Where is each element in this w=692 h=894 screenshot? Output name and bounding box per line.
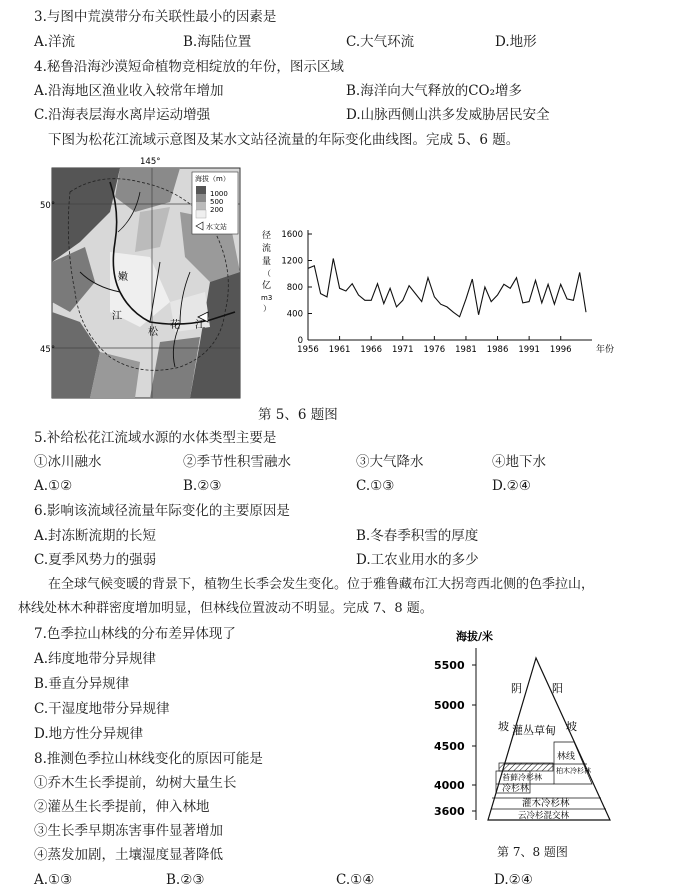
x-tick-label: 1996 <box>549 345 572 355</box>
q5-stem: 5.补给松花江流域水源的水体类型主要是 <box>34 430 277 446</box>
ylabel-char: m3 <box>261 294 273 302</box>
river-char-nen: 嫩 <box>118 272 128 283</box>
runoff-xlabel: 年份 <box>596 345 615 355</box>
river-char-jiang-2: 江 <box>195 320 205 331</box>
q7-stem: 7.色季拉山林线的分布差异体现了 <box>34 626 236 642</box>
q8-item-1: ①乔木生长季提前，幼树大量生长 <box>34 775 237 791</box>
q8-option-c: C.①④ <box>336 872 375 888</box>
songhua-basin-map <box>40 152 250 404</box>
tick-3600: 3600 <box>434 805 465 818</box>
tick-4000: 4000 <box>434 779 465 792</box>
sejila-mountain-diagram <box>430 628 630 826</box>
map-lat-bottom: 45° <box>40 345 56 355</box>
zone-juniper-fir: 柏木冷杉林 <box>556 767 591 775</box>
q5-item-4: ④地下水 <box>492 454 546 470</box>
q5-item-2: ②季节性积雪融水 <box>183 454 291 470</box>
map-lon-label: 145° <box>140 157 161 167</box>
q8-stem: 8.推测色季拉山林线变化的原因可能是 <box>34 751 263 767</box>
shady-char-1: 阴 <box>511 682 522 695</box>
map-legend <box>192 172 238 234</box>
q5-option-c: C.①③ <box>356 478 395 494</box>
river-char-hua: 花 <box>170 320 180 331</box>
q8-option-b: B.②③ <box>166 872 205 888</box>
q8-option-d: D.②④ <box>494 872 533 888</box>
sunny-char-2: 坡 <box>566 720 577 733</box>
zone-shrub-fir: 灌木冷杉林 <box>522 798 570 809</box>
q6-option-b: B.冬春季积雪的厚度 <box>356 528 479 544</box>
ylabel-char: 亿 <box>262 281 272 291</box>
tick-4500: 4500 <box>434 740 465 753</box>
q4-option-d: D.山脉西侧山洪多发威胁居民安全 <box>346 107 550 123</box>
q3-option-b: B.海陆位置 <box>183 34 252 50</box>
x-tick-label: 1986 <box>486 345 509 355</box>
y-tick-label: 400 <box>286 309 303 320</box>
q6-option-a: A.封冻断流期的长短 <box>34 528 157 544</box>
ylabel-char: 量 <box>262 257 272 267</box>
q3-option-c: C.大气环流 <box>346 34 415 50</box>
x-tick-label: 1981 <box>455 345 477 355</box>
river-char-jiang-1: 江 <box>112 311 122 322</box>
zone-mixed-forest: 云冷杉混交林 <box>518 811 570 821</box>
y-tick-label: 1600 <box>281 230 303 240</box>
map-lat-top: 50° <box>40 201 56 211</box>
legend-500: 500 <box>210 198 224 206</box>
q5-option-a: A.①② <box>34 478 73 494</box>
q6-option-c: C.夏季风势力的强弱 <box>34 552 157 568</box>
sunny-char-1: 阳 <box>552 682 563 695</box>
intro-7-8-line2: 林线处林木种群密度增加明显，但林线位置波动不明显。完成 7、8 题。 <box>18 601 433 616</box>
q8-option-a: A.①③ <box>34 872 73 888</box>
x-tick-label: 1966 <box>360 345 383 355</box>
q4-stem: 4.秘鲁沿海沙漠短命植物竞相绽放的年份，图示区域 <box>34 59 344 75</box>
q7-option-b: B.垂直分异规律 <box>34 676 130 692</box>
q5-item-1: ①冰川融水 <box>34 454 102 470</box>
zone-shrub-meadow: 灌丛草甸 <box>512 724 556 737</box>
intro-5-6: 下图为松花江流域示意图及某水文站径流量的年际变化曲线图。完成 5、6 题。 <box>48 132 520 148</box>
q6-option-d: D.工农业用水的多少 <box>356 552 479 568</box>
runoff-ylabel <box>261 229 272 313</box>
y-tick-label: 1200 <box>281 256 303 267</box>
q7-option-a: A.纬度地带分异规律 <box>34 651 157 667</box>
legend-title: 海拔（m） <box>195 175 230 183</box>
zone-moss-fir: 苔藓冷杉林 <box>502 773 542 782</box>
q8-item-2: ②灌丛生长季提前，伸入林地 <box>34 799 210 815</box>
q4-option-b: B.海洋向大气释放的CO₂增多 <box>346 83 523 99</box>
legend-station: 水文站 <box>206 223 227 231</box>
x-tick-label: 1971 <box>391 345 414 355</box>
y-tick-label: 800 <box>286 283 303 293</box>
x-tick-label: 1961 <box>328 345 351 355</box>
q6-stem: 6.影响该流域径流量年际变化的主要原因是 <box>34 503 290 519</box>
q4-option-c: C.沿海表层海水离岸运动增强 <box>34 107 211 123</box>
zone-fir-forest: 冷杉林 <box>502 784 530 794</box>
figure-caption-7-8: 第 7、8 题图 <box>497 845 568 859</box>
zone-treeline: 林线 <box>557 752 576 762</box>
ylabel-char: 径 <box>262 231 272 241</box>
x-tick-label: 1976 <box>423 345 446 355</box>
q3-stem: 3.与图中荒漠带分布关联性最小的因素是 <box>34 9 277 25</box>
legend-200: 200 <box>210 206 224 214</box>
ylabel-char: 流 <box>262 244 272 254</box>
tick-5500: 5500 <box>434 659 465 672</box>
intro-7-8-line1: 在全球气候变暖的背景下，植物生长季会发生变化。位于雅鲁藏布江大拐弯西北侧的色季拉山， <box>48 577 595 592</box>
ylabel-char: （ <box>263 269 271 278</box>
runoff-series-line <box>308 259 586 317</box>
q7-option-c: C.干湿度地带分异规律 <box>34 701 170 717</box>
q3-option-d: D.地形 <box>495 34 537 50</box>
q5-item-3: ③大气降水 <box>356 454 424 470</box>
runoff-chart <box>256 222 626 362</box>
q4-option-a: A.沿海地区渔业收入较常年增加 <box>34 83 224 99</box>
q8-item-3: ③生长季早期冻害事件显著增加 <box>34 823 223 839</box>
q7-option-d: D.地方性分异规律 <box>34 726 144 742</box>
figure-caption-5-6: 第 5、6 题图 <box>258 407 338 423</box>
x-tick-label: 1956 <box>297 345 319 355</box>
x-tick-label: 1991 <box>518 345 540 355</box>
mountain-ylabel: 海拔/米 <box>456 630 494 643</box>
shady-char-2: 坡 <box>498 720 509 733</box>
legend-1000: 1000 <box>210 190 228 198</box>
tick-5000: 5000 <box>434 699 465 712</box>
river-char-song: 松 <box>148 327 158 338</box>
q8-item-4: ④蒸发加剧，土壤湿度显著降低 <box>34 847 223 863</box>
y-tick-label: 0 <box>297 336 303 346</box>
q5-option-b: B.②③ <box>183 478 222 494</box>
ylabel-char: ） <box>263 304 271 313</box>
q5-option-d: D.②④ <box>492 478 531 494</box>
q3-option-a: A.洋流 <box>34 34 76 50</box>
